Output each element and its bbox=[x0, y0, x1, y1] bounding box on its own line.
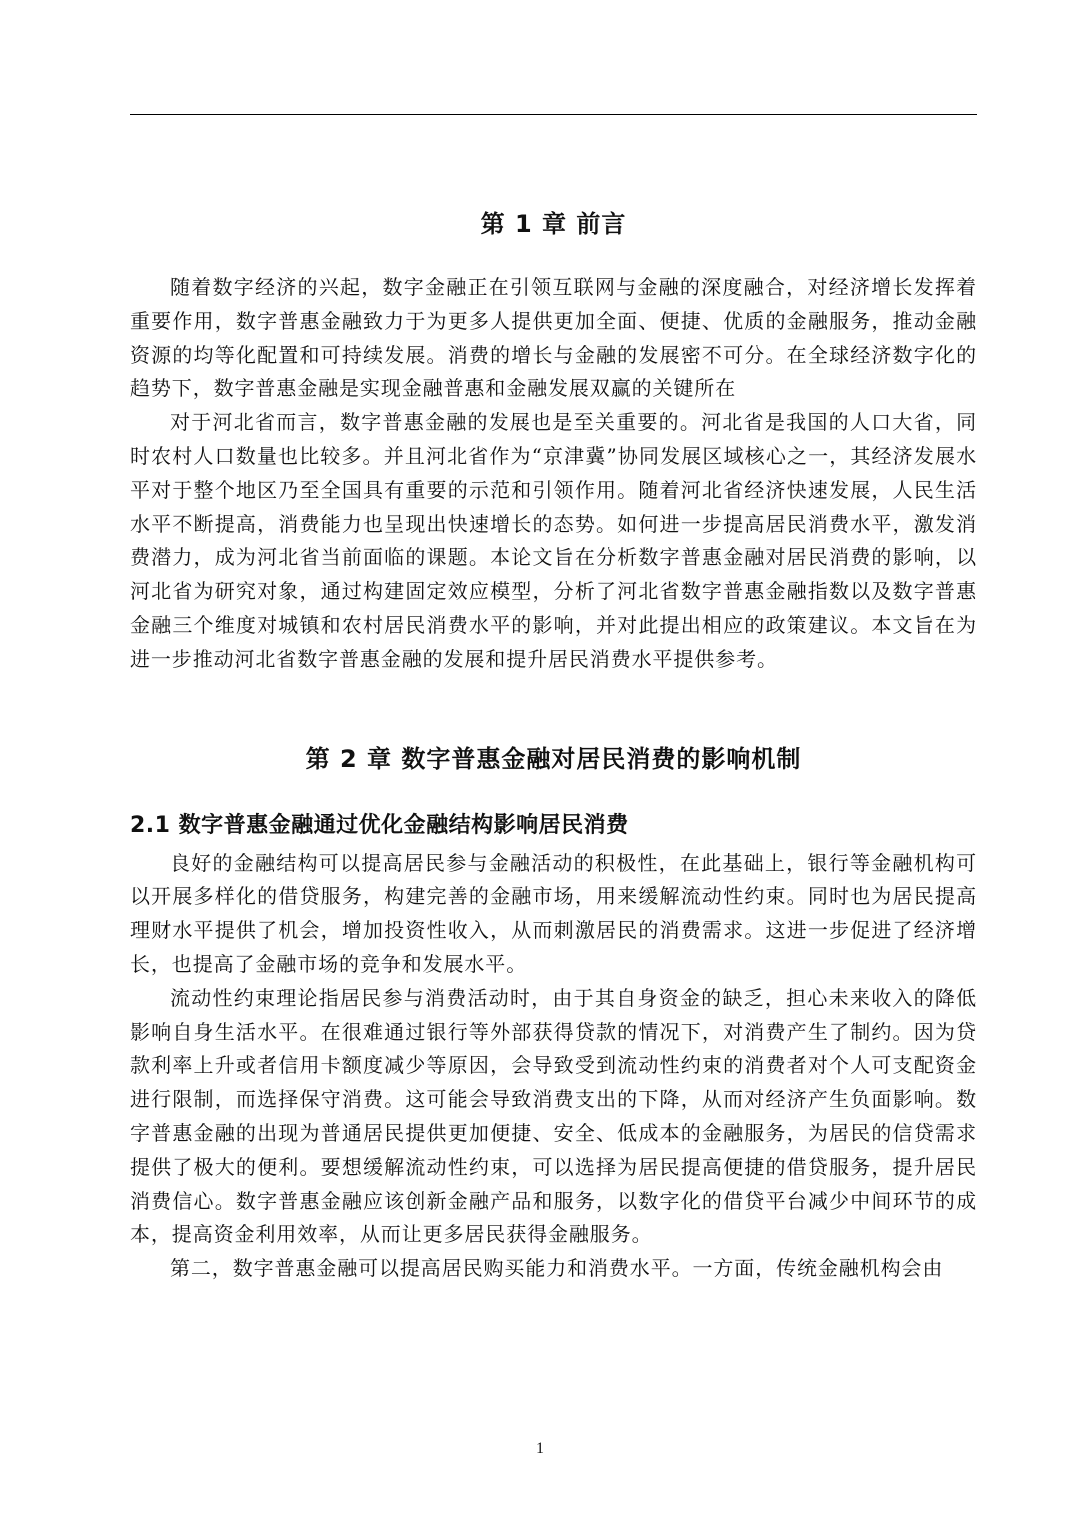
section-2-1-body bbox=[130, 847, 977, 1286]
section-paragraph: 第二，数字普惠金融可以提高居民购买能力和消费水平。一方面，传统金融机构会由 bbox=[170, 1256, 944, 1281]
chapter-1-paragraph: 对于河北省而言，数字普惠金融的发展也是至关重要的。河北省是我国的人口大省，同时农村人口数量也比较多。并且河北省作为“京津冀”协同发展区域核心之一，其经济发展水平对于整个地区乃至全国具有重要的示范和引领作用。随着河北省经济快速发展，人民生活水平不断提高，消费能力也呈现出快速增长的态势。如何进一步提高居民消费水平，激发消费潜力，成为河北省当前面临的课题。本论文旨在分析数字普惠金融对居民消费的影响，以河北省为研究对象，通过构建固定效应模型，分析了河北省数字普惠金融指数以及数字普惠金融三个维度对城镇和农村居民消费水平的影响，并对此提出相应的政策建议。本文旨在为进一步推动河北省数字普惠金融的发展和提升居民消费水平提供参考。 bbox=[130, 410, 977, 671]
chapter-1-body bbox=[130, 271, 977, 677]
chapter-2-title: 第 2 章 数字普惠金融对居民消费的影响机制 bbox=[305, 744, 802, 773]
chapter-1-paragraph: 随着数字经济的兴起，数字金融正在引领互联网与金融的深度融合，对经济增长发挥着重要作用，数字普惠金融致力于为更多人提供更加全面、便捷、优质的金融服务，推动金融资源的均等化配置和可持续发展。消费的增长与金融的发展密不可分。在全球经济数字化的趋势下，数字普惠金融是实现金融普惠和金融发展双赢的关键所在 bbox=[130, 275, 977, 401]
page-content bbox=[130, 160, 977, 1286]
header-rule bbox=[130, 114, 977, 115]
chapter-1-title: 第 1 章 前言 bbox=[480, 210, 627, 238]
page-number: 1 bbox=[536, 1440, 544, 1457]
section-paragraph: 良好的金融结构可以提高居民参与金融活动的积极性，在此基础上，银行等金融机构可以开展多样化的借贷服务，构建完善的金融市场，用来缓解流动性约束。同时也为居民提高理财水平提供了机会，增加投资性收入，从而刺激居民的消费需求。这进一步促进了经济增长，也提高了金融市场的竞争和发展水平。 bbox=[130, 850, 977, 976]
section-paragraph: 流动性约束理论指居民参与消费活动时，由于其自身资金的缺乏，担心未来收入的降低影响自身生活水平。在很难通过银行等外部获得贷款的情况下，对消费产生了制约。因为贷款利率上升或者信用卡额度减少等原因，会导致受到流动性约束的消费者对个人可支配资金进行限制，而选择保守消费。这可能会导致消费支出的下降，从而对经济产生负面影响。数字普惠金融的出现为普通居民提供更加便捷、安全、低成本的金融服务，为居民的信贷需求提供了极大的便利。要想缓解流动性约束，可以选择为居民提高便捷的借贷服务，提升居民消费信心。数字普惠金融应该创新金融产品和服务，以数字化的借贷平台减少中间环节的成本，提高资金利用效率，从而让更多居民获得金融服务。 bbox=[130, 985, 977, 1247]
section-2-1-title: 2.1 数字普惠金融通过优化金融结构影响居民消费 bbox=[130, 812, 629, 838]
